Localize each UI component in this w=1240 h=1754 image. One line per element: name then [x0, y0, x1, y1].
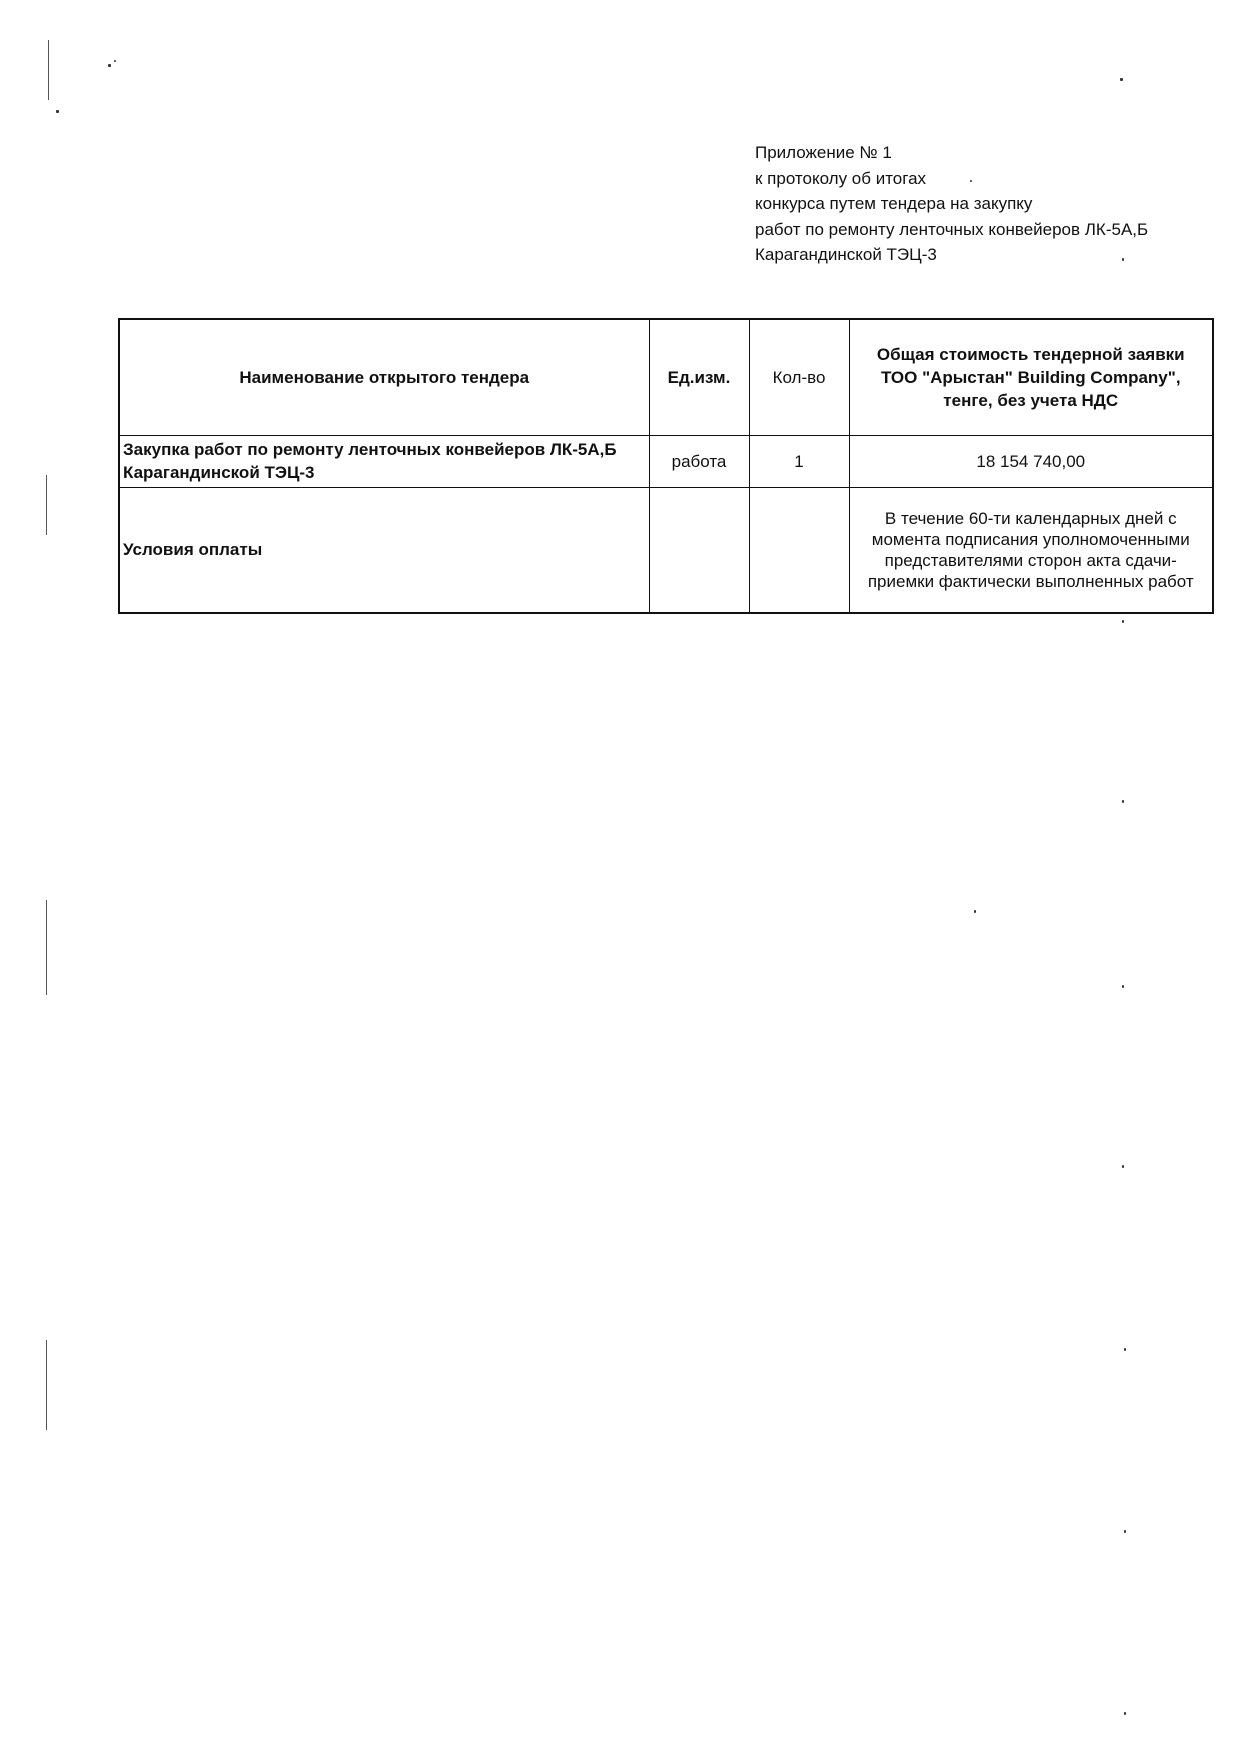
cell-tender-name: Закупка работ по ремонту ленточных конвейеров ЛК-5А,Б Карагандинской ТЭЦ-3	[119, 435, 649, 487]
scan-speck	[1122, 1165, 1124, 1168]
cell-empty	[649, 487, 749, 613]
appendix-title: Приложение № 1	[755, 143, 892, 162]
table-row-payment-terms	[119, 487, 1213, 613]
scan-speck	[1122, 800, 1124, 803]
cell-payment-terms-value: В течение 60-ти календарных дней с момента подписания уполномоченными представителями сторон акта сдачи-приемки фактически выполненных работ	[849, 487, 1213, 613]
scan-speck	[1124, 1712, 1126, 1715]
appendix-line: к протоколу об итогах	[755, 168, 927, 188]
scan-speck	[974, 910, 976, 913]
cell-payment-terms-label: Условия оплаты	[119, 487, 649, 613]
scan-edge-mark	[46, 900, 47, 995]
table-header-row	[119, 319, 1213, 435]
appendix-header	[755, 140, 1215, 268]
cell-empty	[749, 487, 849, 613]
header-unit: Ед.изм.	[649, 319, 749, 435]
appendix-line: конкурса путем тендера на закупку	[755, 194, 1033, 213]
scan-edge-mark	[46, 475, 47, 535]
appendix-line: работ по ремонту ленточных конвейеров ЛК-5А,Б	[755, 219, 1149, 239]
appendix-line: Карагандинской ТЭЦ-3	[755, 245, 937, 264]
scan-speck	[1120, 78, 1123, 81]
header-quantity: Кол-во	[749, 319, 849, 435]
cell-quantity: 1	[749, 435, 849, 487]
scan-speck	[108, 64, 111, 67]
scan-edge-mark	[46, 1340, 47, 1430]
scan-edge-mark	[48, 40, 49, 100]
scan-speck	[114, 60, 116, 62]
header-total-cost: Общая стоимость тендерной заявки ТОО "Арыстан" Building Company", тенге, без учета НДС	[849, 319, 1213, 435]
cell-unit: работа	[649, 435, 749, 487]
scan-speck	[1122, 985, 1124, 988]
scan-speck	[1124, 1530, 1126, 1533]
header-tender-name: Наименование открытого тендера	[119, 319, 649, 435]
cell-total-cost: 18 154 740,00	[849, 435, 1213, 487]
scan-speck	[1122, 620, 1124, 623]
scan-speck	[1124, 1348, 1126, 1351]
scan-speck	[56, 110, 59, 113]
table-row	[119, 435, 1213, 487]
tender-table	[118, 318, 1214, 614]
